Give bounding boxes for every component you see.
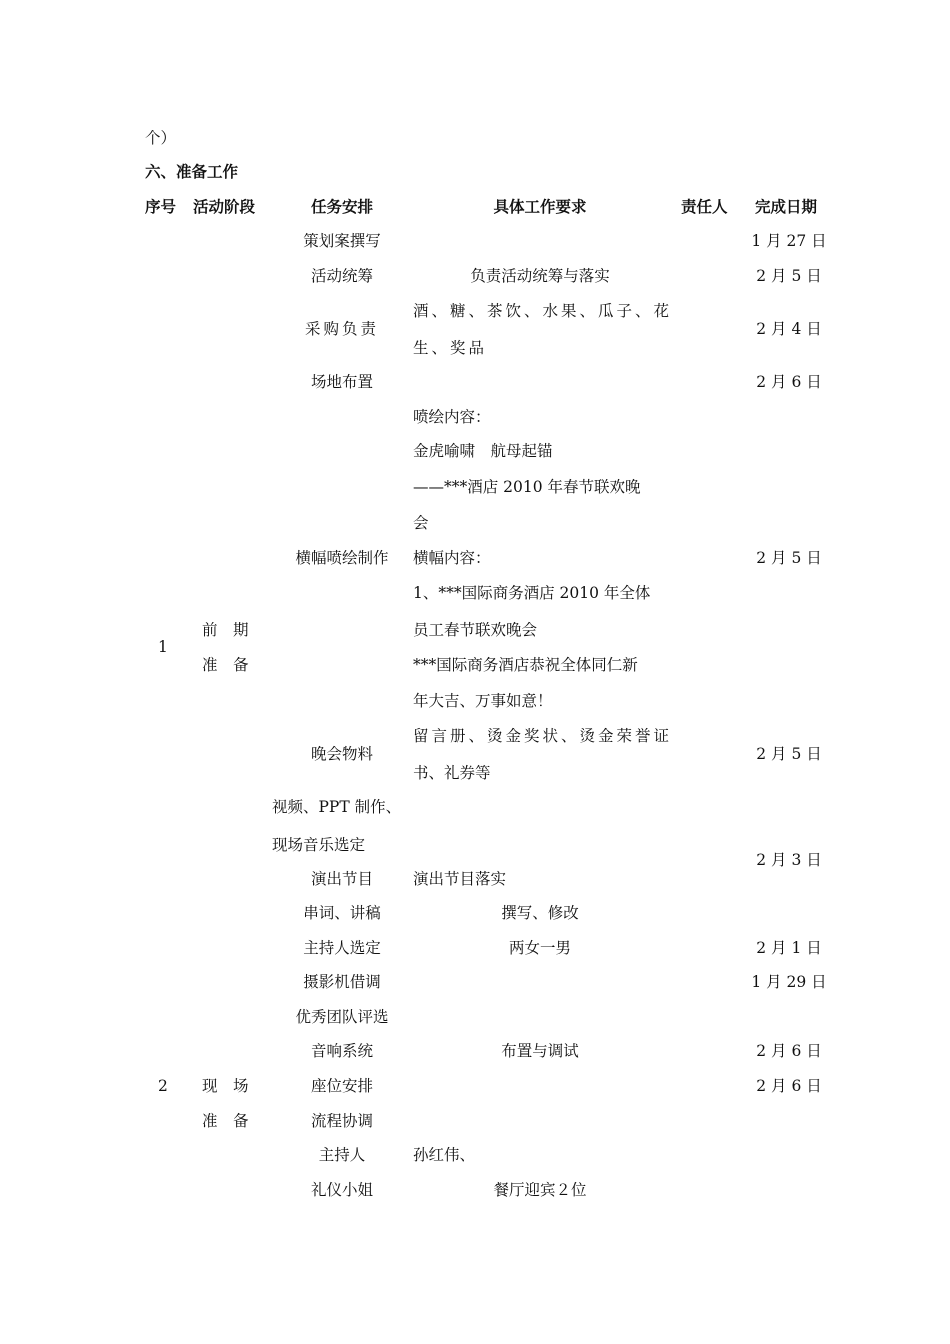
- task-cell: 主持人选定: [303, 939, 381, 957]
- header-requirement: 具体工作要求: [493, 198, 587, 216]
- requirement-cell: 员工春节联欢晚会: [413, 621, 538, 639]
- section-title: 六、准备工作: [145, 163, 239, 181]
- date-cell: 2 月 6 日: [756, 373, 822, 391]
- requirement-cell: 餐厅迎宾２位: [493, 1181, 587, 1199]
- task-cell: 横幅喷绘制作: [295, 549, 389, 567]
- requirement-cell: 孙红伟、: [413, 1146, 476, 1164]
- date-cell: 2 月 5 日: [756, 745, 822, 763]
- date-cell: 2 月 3 日: [756, 851, 822, 869]
- group-stage-line: 现 场: [202, 1077, 249, 1095]
- continued-text: 个）: [145, 129, 177, 147]
- task-cell: 活动统筹: [310, 267, 374, 285]
- date-cell: 1 月 27 日: [751, 232, 827, 250]
- requirement-cell: 布置与调试: [501, 1042, 579, 1060]
- task-cell: 摄影机借调: [303, 973, 381, 991]
- group-no: 1: [158, 638, 168, 656]
- requirement-cell: 负责活动统筹与落实: [470, 267, 610, 285]
- date-cell: 2 月 4 日: [756, 320, 822, 338]
- requirement-cell: 两女一男: [508, 939, 572, 957]
- task-cell: 礼仪小姐: [310, 1181, 374, 1199]
- task-cell: 策划案撰写: [303, 232, 381, 250]
- group-stage-line: 准 备: [202, 1112, 249, 1130]
- requirement-cell: 年大吉、万事如意！: [413, 692, 553, 710]
- task-cell: 晚会物料: [310, 745, 374, 763]
- header-date: 完成日期: [755, 198, 818, 216]
- task-cell: 座位安排: [310, 1077, 374, 1095]
- group-stage-line: 准 备: [202, 656, 249, 674]
- requirement-cell: 横幅内容：: [413, 549, 491, 567]
- task-cell: 视频、PPT 制作、: [272, 798, 402, 816]
- date-cell: 2 月 6 日: [756, 1077, 822, 1095]
- date-cell: 1 月 29 日: [751, 973, 827, 991]
- task-cell: 演出节目: [310, 870, 374, 888]
- requirement-cell: 酒、糖、茶饮、水果、瓜子、花: [413, 302, 673, 320]
- requirement-cell: 书、礼券等: [413, 764, 491, 782]
- date-cell: 2 月 1 日: [756, 939, 822, 957]
- task-cell: 优秀团队评选: [295, 1008, 389, 1026]
- requirement-cell: ——***酒店 2010 年春节联欢晚: [413, 478, 641, 496]
- requirement-cell: 留言册、烫金奖状、烫金荣誉证: [413, 727, 673, 745]
- requirement-cell: 喷绘内容：: [413, 408, 491, 426]
- task-cell: 场地布置: [310, 373, 374, 391]
- group-no: 2: [158, 1077, 168, 1095]
- requirement-cell: 会: [413, 514, 429, 532]
- header-stage: 活动阶段: [193, 198, 256, 216]
- requirement-cell: 生、奖品: [413, 339, 488, 357]
- header-owner: 责任人: [681, 198, 728, 216]
- date-cell: 2 月 5 日: [756, 267, 822, 285]
- task-cell: 主持人: [318, 1146, 366, 1164]
- requirement-cell: 演出节目落实: [413, 870, 507, 888]
- header-task: 任务安排: [310, 198, 374, 216]
- date-cell: 2 月 5 日: [756, 549, 822, 567]
- task-cell: 音响系统: [310, 1042, 374, 1060]
- header-no: 序号: [145, 198, 177, 216]
- task-cell: 现场音乐选定: [272, 836, 366, 854]
- date-cell: 2 月 6 日: [756, 1042, 822, 1060]
- task-cell: 流程协调: [310, 1112, 374, 1130]
- requirement-cell: ***国际商务酒店恭祝全体同仁新: [413, 656, 638, 674]
- requirement-cell: 撰写、修改: [501, 904, 579, 922]
- requirement-cell: 1、***国际商务酒店 2010 年全体: [413, 584, 651, 602]
- task-cell: 串词、讲稿: [303, 904, 381, 922]
- requirement-cell: 金虎喻啸 航母起锚: [413, 442, 553, 460]
- task-cell: 采购负责: [304, 320, 380, 338]
- group-stage-line: 前 期: [202, 621, 249, 639]
